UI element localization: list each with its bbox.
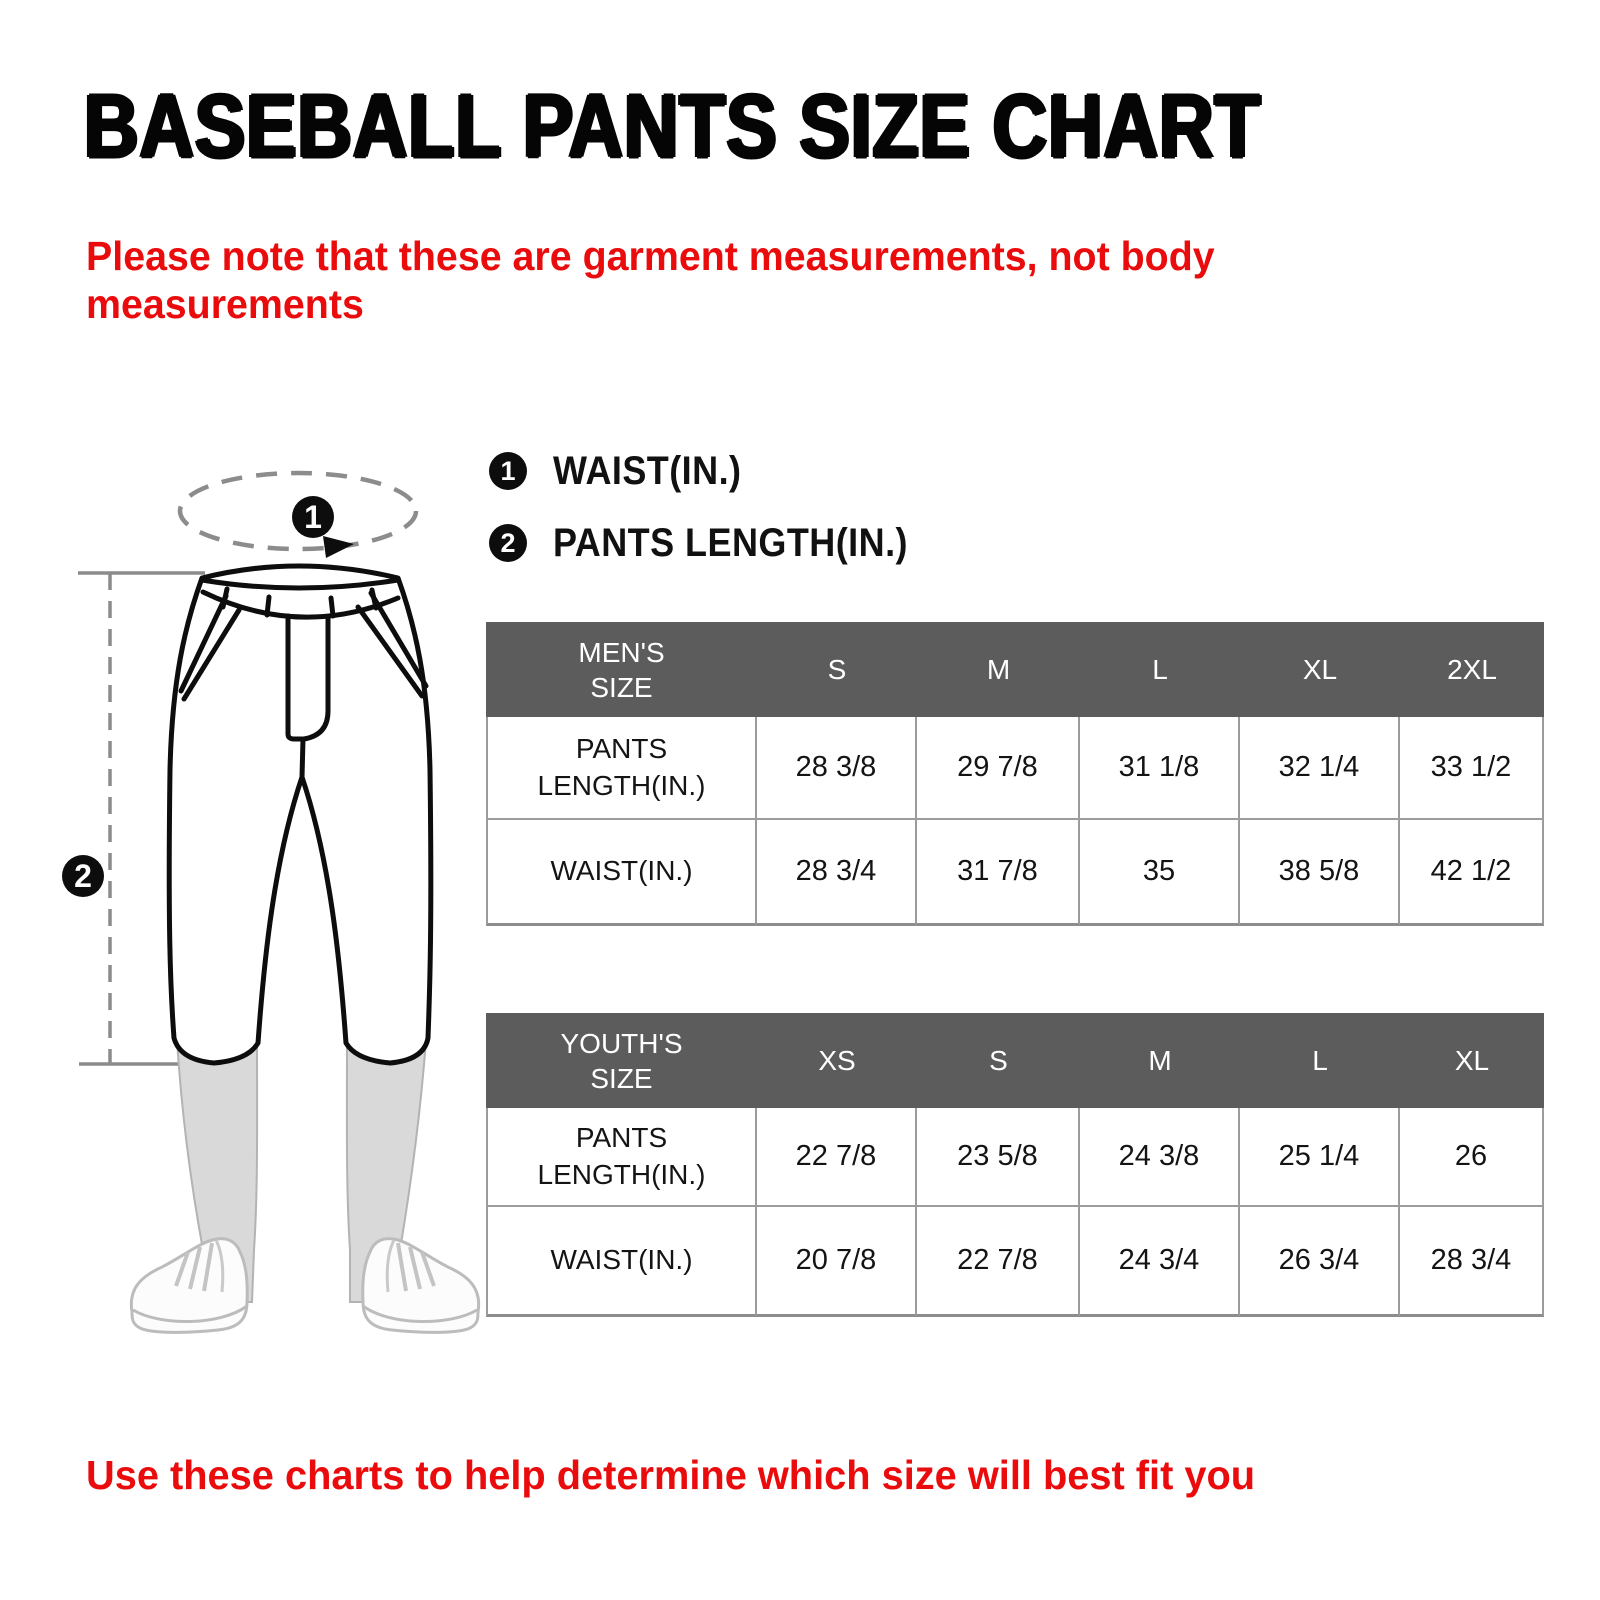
mens-length-m: 29 7/8 [917,717,1080,820]
marker-1-icon: 1 [489,452,527,490]
youth-waist-s: 22 7/8 [917,1207,1080,1317]
mens-col-s: S [757,622,917,717]
youth-table-title: YOUTH'S SIZE [560,1027,683,1094]
page-title: BASEBALL PANTS SIZE CHART [84,77,1262,177]
mens-table-title-cell [486,622,757,717]
mens-length-s: 28 3/8 [757,717,917,820]
right-shoe [363,1239,479,1333]
svg-text:2: 2 [74,858,92,894]
youth-waist-label: WAIST(IN.) [550,1244,693,1276]
youth-col-xl: XL [1400,1013,1544,1108]
youth-col-s: S [917,1013,1080,1108]
youth-waist-xl: 28 3/4 [1400,1207,1544,1317]
pants-outline [169,566,431,1063]
mens-size-table [486,622,1544,926]
mens-col-l: L [1080,622,1240,717]
mens-waist-s: 28 3/4 [757,820,917,926]
mens-length-label-cell [486,717,757,820]
youth-waist-l: 26 3/4 [1240,1207,1400,1317]
mens-waist-xl: 38 5/8 [1240,820,1400,926]
youth-col-xs: XS [757,1013,917,1108]
youth-col-l: L [1240,1013,1400,1108]
marker-2-icon: 2 [489,524,527,562]
youth-length-l: 25 1/4 [1240,1108,1400,1207]
mens-table-title: MEN'S SIZE [578,636,665,703]
legend-item-waist [489,448,947,493]
youth-length-label: PANTS LENGTH(IN.) [537,1122,706,1190]
mens-col-2xl: 2XL [1400,622,1544,717]
diagram-marker-2 [62,855,104,897]
youth-size-table [486,1013,1544,1317]
svg-text:1: 1 [304,499,322,535]
mens-waist-label-cell [486,820,757,926]
youth-length-s: 23 5/8 [917,1108,1080,1207]
youth-waist-label-cell [486,1207,757,1317]
fit-advice-note: Use these charts to help determine which size will best fit you [86,1452,1256,1498]
youth-waist-m: 24 3/4 [1080,1207,1240,1317]
youth-table-title-cell [486,1013,757,1108]
left-shoe [131,1239,247,1333]
youth-waist-xs: 20 7/8 [757,1207,917,1317]
youth-length-xs: 22 7/8 [757,1108,917,1207]
mens-length-l: 31 1/8 [1080,717,1240,820]
mens-waist-l: 35 [1080,820,1240,926]
youth-length-m: 24 3/8 [1080,1108,1240,1207]
mens-length-label: PANTS LENGTH(IN.) [537,733,706,801]
mens-waist-label: WAIST(IN.) [550,855,693,887]
garment-measurement-note: Please note that these are garment measurements, not body measurements [86,233,1215,328]
mens-col-m: M [917,622,1080,717]
mens-col-xl: XL [1240,622,1400,717]
youth-length-xl: 26 [1400,1108,1544,1207]
youth-col-m: M [1080,1013,1240,1108]
mens-waist-m: 31 7/8 [917,820,1080,926]
diagram-marker-1 [292,496,334,538]
pants-measurement-diagram [40,440,490,1370]
legend-label-waist: WAIST(IN.) [553,448,742,493]
mens-length-2xl: 33 1/2 [1400,717,1544,820]
mens-length-xl: 32 1/4 [1240,717,1400,820]
youth-length-label-cell [486,1108,757,1207]
legend-label-pants-length: PANTS LENGTH(IN.) [553,520,908,565]
measurement-legend [489,448,947,596]
mens-waist-2xl: 42 1/2 [1400,820,1544,926]
legend-item-pants-length [489,520,947,565]
